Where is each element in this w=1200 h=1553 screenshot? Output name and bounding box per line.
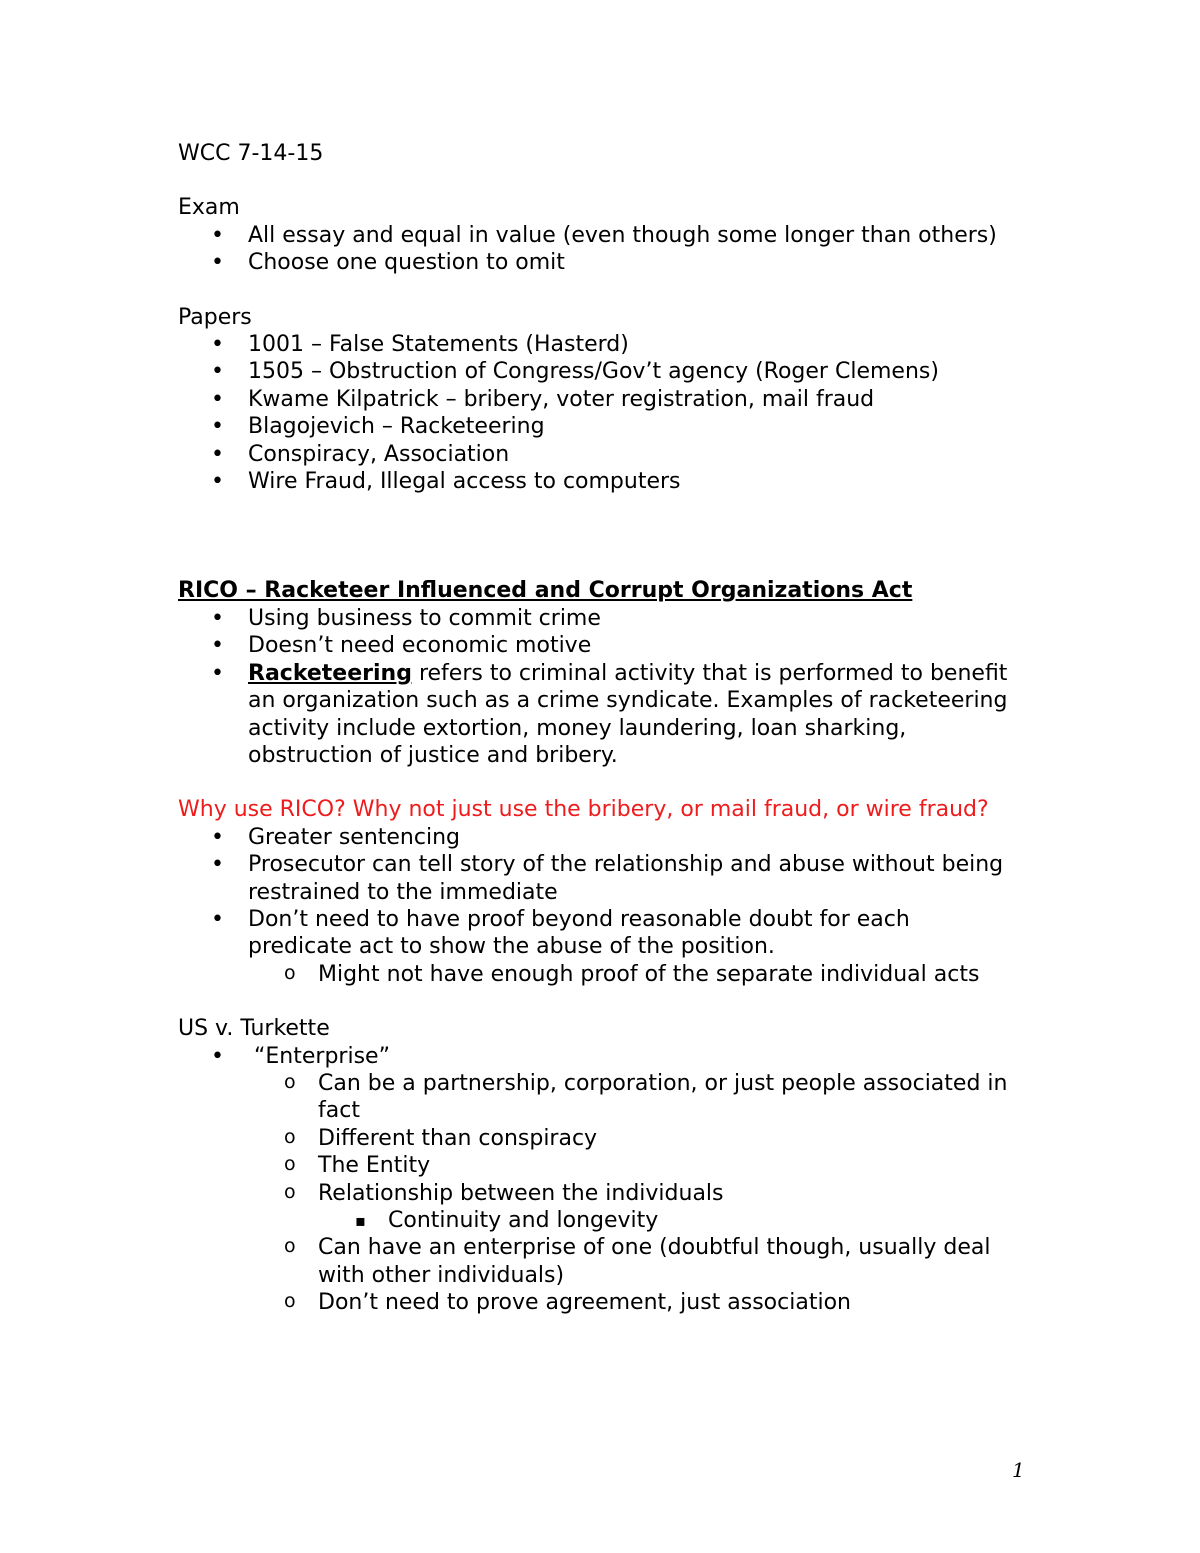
bullet-icon: •	[211, 222, 224, 248]
list-item-text: Might not have enough proof of the separate individual acts	[318, 961, 980, 987]
spacer	[178, 988, 1018, 1015]
list-item-text: Can be a partnership, corporation, or just people associated in fact	[318, 1070, 1008, 1124]
bullet-icon: •	[211, 605, 224, 631]
bullet-icon: •	[211, 1043, 224, 1069]
bullet-icon: •	[211, 633, 224, 659]
papers-list	[178, 331, 1018, 495]
list-item	[178, 1043, 1018, 1317]
list-item-text: Don’t need to have proof beyond reasonable doubt for each predicate act to show the abuse of the position.	[248, 906, 910, 960]
list-item	[178, 358, 1018, 385]
list-item	[248, 1234, 1018, 1289]
list-item-text: Kwame Kilpatrick – bribery, voter registration, mail fraud	[248, 386, 875, 412]
bullet-icon: •	[211, 414, 224, 440]
circle-bullet-icon: o	[284, 961, 296, 984]
bullet-icon: •	[211, 359, 224, 385]
list-item-text: Wire Fraud, Illegal access to computers	[248, 469, 681, 495]
circle-bullet-icon: o	[284, 1290, 296, 1313]
turkette-title: US v. Turkette	[178, 1016, 330, 1042]
list-item	[178, 331, 1018, 358]
turkette-list	[178, 1043, 1018, 1317]
list-item-text: 1001 – False Statements (Hasterd)	[248, 332, 629, 358]
bullet-icon: •	[211, 824, 224, 850]
bullet-icon: •	[211, 386, 224, 412]
list-item	[248, 961, 1018, 988]
circle-bullet-icon: o	[284, 1153, 296, 1176]
list-item-text: 1505 – Obstruction of Congress/Gov’t agency (Roger Clemens)	[248, 359, 939, 385]
rico-list	[178, 605, 1018, 769]
list-item	[178, 413, 1018, 440]
list-item-text: Can have an enterprise of one (doubtful though, usually deal with other individuals)	[318, 1235, 991, 1288]
list-item	[178, 906, 1018, 988]
list-item-text: Continuity and longevity	[388, 1208, 659, 1233]
list-item	[178, 386, 1018, 413]
list-item-text: Doesn’t need economic motive	[248, 633, 592, 659]
rico-title: RICO – Racketeer Influenced and Corrupt Organizations Act	[178, 578, 913, 604]
list-item	[178, 824, 1018, 851]
turkette-sublist	[248, 1070, 1018, 1317]
list-item-text: Prosecutor can tell story of the relationship and abuse without being restrained to the immediate	[248, 852, 1004, 905]
circle-bullet-icon: o	[284, 1235, 296, 1258]
bullet-icon: •	[211, 852, 224, 878]
circle-bullet-icon: o	[284, 1070, 296, 1093]
list-item-text: All essay and equal in value (even though some longer than others)	[248, 222, 997, 248]
spacer	[178, 495, 1018, 577]
bullet-icon: •	[211, 250, 224, 276]
list-item-text: Greater sentencing	[248, 824, 460, 850]
spacer	[178, 277, 1018, 304]
list-item-text: Choose one question to omit	[248, 250, 565, 276]
page-number: 1	[1012, 1458, 1025, 1482]
bullet-icon: •	[211, 469, 224, 495]
list-item-text: Blagojevich – Racketeering	[248, 414, 545, 440]
list-item	[248, 1180, 1018, 1235]
why-rico-question: Why use RICO? Why not just use the bribery, or mail fraud, or wire fraud?	[178, 797, 989, 823]
spacer	[178, 769, 1018, 796]
document-page	[178, 140, 1018, 1317]
papers-title: Papers	[178, 304, 252, 330]
bullet-icon: •	[211, 441, 224, 467]
list-item	[178, 605, 1018, 632]
racketeering-definition: refers to criminal activity that is performed to benefit an organization such as a crime syndicate. Examples of racketeering activity include extortion, money laundering, loan sharking, obstruction of justice and bribery.	[248, 660, 1008, 768]
list-item-text: Relationship between the individuals	[318, 1180, 724, 1206]
list-item-text: Don’t need to prove agreement, just association	[318, 1290, 851, 1316]
why-list	[178, 824, 1018, 988]
list-item	[248, 1289, 1018, 1316]
list-item	[318, 1207, 1018, 1234]
list-item	[178, 222, 1018, 249]
bullet-icon: •	[211, 906, 224, 932]
list-item-text: Conspiracy, Association	[248, 441, 510, 467]
circle-bullet-icon: o	[284, 1125, 296, 1148]
list-item	[178, 660, 1018, 770]
racketeering-term: Racketeering	[248, 660, 412, 686]
square-bullet-icon: ▪	[355, 1211, 366, 1230]
list-item	[178, 851, 1018, 906]
exam-title: Exam	[178, 195, 240, 221]
spacer	[178, 167, 1018, 194]
list-item-text: Different than conspiracy	[318, 1125, 598, 1151]
list-item	[178, 441, 1018, 468]
document-heading: WCC 7-14-15	[178, 141, 324, 166]
list-item-text: Using business to commit crime	[248, 605, 601, 631]
list-item-text: “Enterprise”	[254, 1043, 390, 1069]
bullet-icon: •	[211, 660, 224, 686]
why-sublist	[248, 961, 1018, 988]
list-item	[248, 1152, 1018, 1179]
list-item	[248, 1125, 1018, 1152]
list-item-text: The Entity	[318, 1153, 431, 1179]
list-item	[248, 1070, 1018, 1125]
list-item	[178, 632, 1018, 659]
turkette-subsublist	[318, 1207, 1018, 1234]
list-item	[178, 468, 1018, 495]
list-item	[178, 249, 1018, 276]
circle-bullet-icon: o	[284, 1180, 296, 1203]
bullet-icon: •	[211, 332, 224, 358]
exam-list	[178, 222, 1018, 277]
